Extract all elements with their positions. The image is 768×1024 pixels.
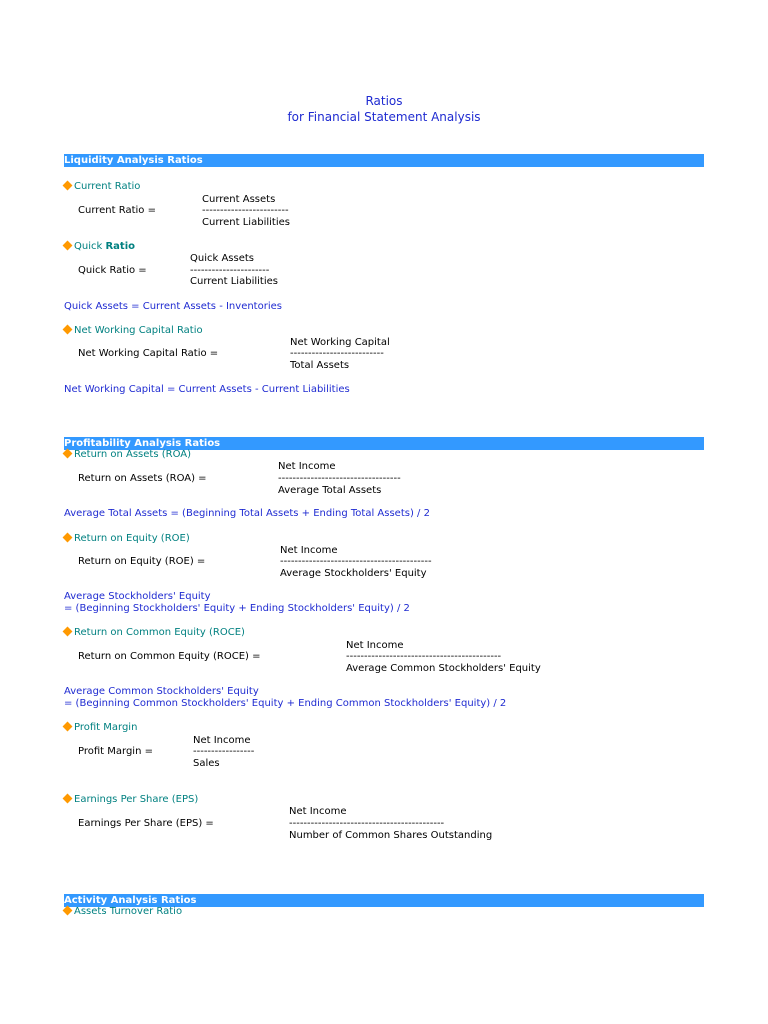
heading-roa: Return on Assets (ROA): [62, 449, 191, 461]
formula-label: Earnings Per Share (EPS) =: [78, 818, 214, 829]
definition-note: Average Total Assets = (Beginning Total Assets + Ending Total Assets) / 2: [64, 508, 430, 519]
formula-numerator: Net Income: [193, 735, 251, 746]
formula-denominator: Current Liabilities: [202, 217, 290, 228]
definition-note: Average Stockholders' Equity: [64, 591, 211, 602]
formula-label: Return on Common Equity (ROCE) =: [78, 651, 261, 662]
formula-numerator: Net Working Capital: [290, 337, 390, 348]
page-title: Ratios: [365, 94, 403, 108]
formula-label: Net Working Capital Ratio =: [78, 348, 219, 359]
heading-quick-ratio: Quick Ratio: [62, 241, 135, 253]
definition-note: Quick Assets = Current Assets - Inventories: [64, 301, 282, 312]
formula-numerator: Net Income: [278, 461, 336, 472]
formula-divider: -----------------: [193, 746, 255, 757]
section-title-liquidity: Liquidity Analysis Ratios: [64, 155, 203, 166]
formula-divider: --------------------------: [290, 348, 384, 359]
diamond-bullet-icon: [63, 722, 73, 732]
section-title-activity: Activity Analysis Ratios: [64, 895, 197, 906]
formula-denominator: Sales: [193, 758, 220, 769]
formula-numerator: Net Income: [280, 545, 338, 556]
formula-label: Quick Ratio =: [78, 265, 147, 276]
diamond-bullet-icon: [63, 627, 73, 637]
formula-numerator: Current Assets: [202, 194, 276, 205]
formula-denominator: Average Common Stockholders' Equity: [346, 663, 541, 674]
diamond-bullet-icon: [63, 449, 73, 459]
section-band-liquidity: [64, 154, 704, 167]
formula-denominator: Average Total Assets: [278, 485, 382, 496]
formula-numerator: Net Income: [346, 640, 404, 651]
formula-divider: ----------------------: [190, 265, 270, 276]
page-subtitle: for Financial Statement Analysis: [287, 110, 481, 124]
diamond-bullet-icon: [63, 325, 73, 335]
formula-label: Current Ratio =: [78, 205, 156, 216]
heading-nwc-ratio: Net Working Capital Ratio: [62, 325, 203, 337]
definition-note: = (Beginning Stockholders' Equity + Ending Stockholders' Equity) / 2: [64, 603, 410, 614]
formula-denominator: Total Assets: [290, 360, 350, 371]
formula-divider: ------------------------: [202, 205, 289, 216]
formula-divider: ----------------------------------: [278, 473, 401, 484]
heading-current-ratio: Current Ratio: [62, 181, 140, 193]
heading-eps: Earnings Per Share (EPS): [62, 794, 198, 806]
formula-denominator: Current Liabilities: [190, 276, 278, 287]
definition-note: Average Common Stockholders' Equity: [64, 686, 259, 697]
diamond-bullet-icon: [63, 794, 73, 804]
formula-label: Return on Assets (ROA) =: [78, 473, 207, 484]
section-title-profitability: Profitability Analysis Ratios: [64, 438, 221, 449]
formula-numerator: Net Income: [289, 806, 347, 817]
heading-assets-turnover: Assets Turnover Ratio: [62, 906, 182, 918]
formula-label: Return on Equity (ROE) =: [78, 556, 206, 567]
formula-divider: -------------------------------------------: [346, 651, 502, 662]
formula-denominator: Average Stockholders' Equity: [280, 568, 427, 579]
definition-note: = (Beginning Common Stockholders' Equity + Ending Common Stockholders' Equity) / 2: [64, 698, 507, 709]
diamond-bullet-icon: [63, 181, 73, 191]
formula-divider: -------------------------------------------: [289, 818, 445, 829]
formula-label: Profit Margin =: [78, 746, 153, 757]
heading-roce: Return on Common Equity (ROCE): [62, 627, 245, 639]
diamond-bullet-icon: [63, 533, 73, 543]
definition-note: Net Working Capital = Current Assets - Current Liabilities: [64, 384, 350, 395]
formula-numerator: Quick Assets: [190, 253, 254, 264]
heading-profit-margin: Profit Margin: [62, 722, 137, 734]
diamond-bullet-icon: [63, 906, 73, 916]
heading-roe: Return on Equity (ROE): [62, 533, 190, 545]
diamond-bullet-icon: [63, 241, 73, 251]
formula-divider: ------------------------------------------: [280, 556, 432, 567]
formula-denominator: Number of Common Shares Outstanding: [289, 830, 493, 841]
